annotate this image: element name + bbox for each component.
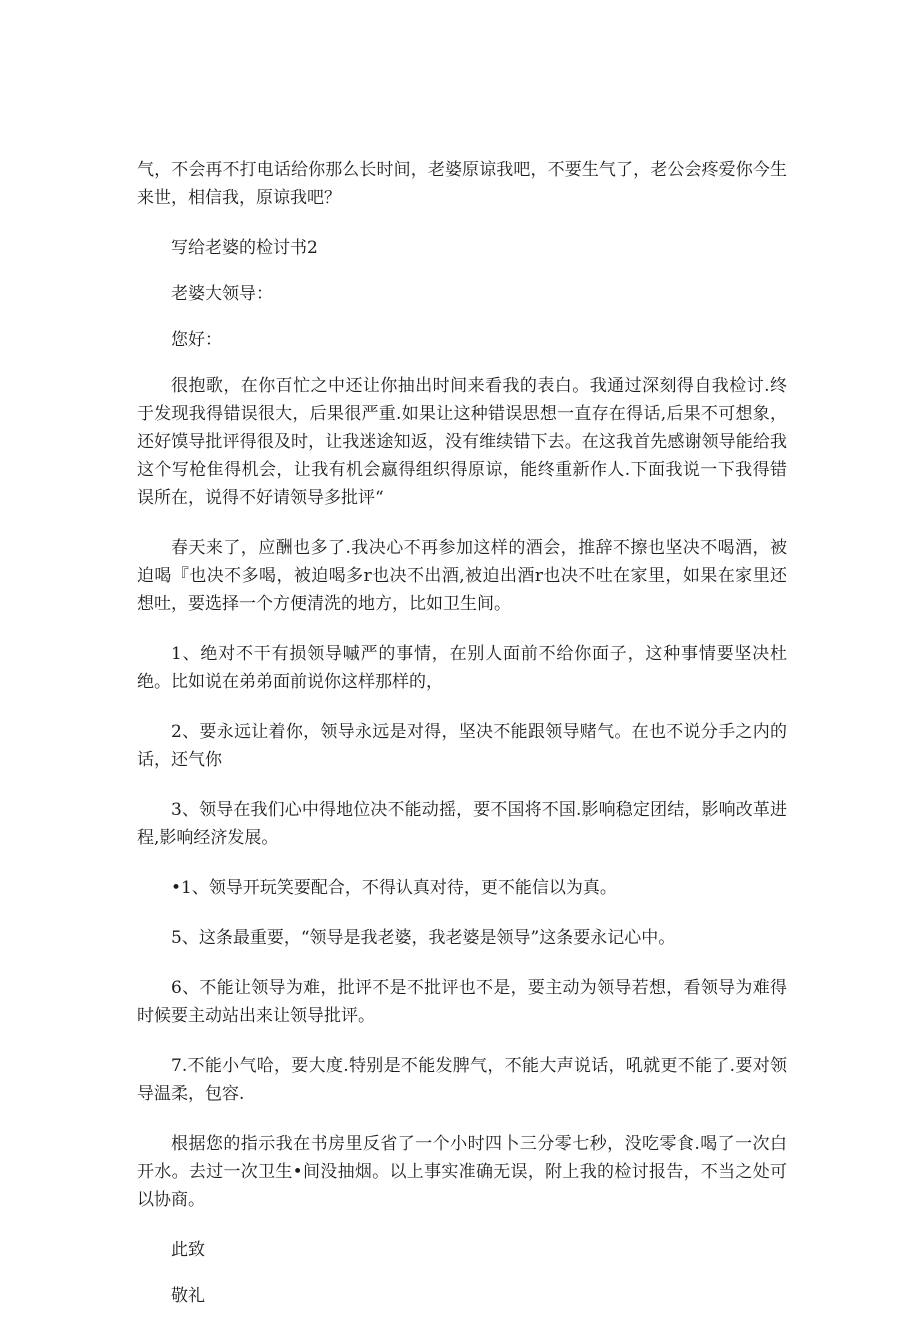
list-item-4: •1、领导开玩笑要配合，不得认真对待，更不能信以为真。: [171, 878, 617, 898]
paragraph-conclusion: 根据您的指示我在书房里反省了一个小时四卜三分零七秒，没吃零食.喝了一次白开水。去过一次卫生•间没抽烟。以上事实准确无误，附上我的检讨报告，不当之处可以协商。: [137, 1134, 787, 1210]
greeting: 您好：: [171, 330, 222, 350]
paragraph-continuation: 气，不会再不打电话给你那么长时间，老婆原谅我吧，不要生气了，老公会疼爱你今生来世，相信我，原谅我吧？: [137, 160, 787, 208]
section-heading: 写给老婆的检讨书2: [171, 238, 318, 258]
list-item-6: 6、不能让领导为难，批评不是不批评也不是，要主动为领导若想，看领导为难得时候要主动站出来让领导批评。: [137, 978, 787, 1026]
paragraph-spring: 春天来了，应酬也多了.我决心不再参加这样的酒会，推辞不擦也坚决不喝酒，被迫喝『也决不多喝，被迫喝多r也决不出酒,被迫出酒r也决不吐在家里，如果在家里还想吐，要选择一个方便清洗的地方，比如卫生间。: [137, 538, 787, 614]
closing-salute: 敬礼: [171, 1286, 205, 1306]
list-item-3: 3、领导在我们心中得地位决不能动摇，要不国将不国.影响稳定团结，影响改革进程,影响经济发展。: [137, 800, 787, 848]
closing-phrase: 此致: [171, 1240, 205, 1260]
list-item-2: 2、要永远让着你，领导永远是对得，坚决不能跟领导赌气。在也不说分手之内的话，还气你: [137, 722, 787, 770]
list-item-1: 1、绝对不干有损领导嘁严的事情，在别人面前不给你面子，这种事情要坚决杜绝。比如说在弟弟面前说你这样那样的，: [137, 644, 787, 692]
paragraph-intro: 很抱歌，在你百忙之中还让你抽出时间来看我的表白。我通过深刻得自我检讨.终于发现我得错误很大，后果很严重.如果让这种错误思想一直存在得话,后果不可想象，还好馍导批评得很及时，让我迷途知返，没有维续错下去。在这我首先感谢领导能给我这个写枪隹得机会，让我有机会嬴得组织得原谅，能终重新作人.下面我说一下我得错误所在，说得不好请领导多批评“: [137, 376, 787, 508]
list-item-5: 5、这条最重要，“领导是我老婆，我老婆是领导”这条要永记心中。: [171, 928, 676, 948]
document-body: [137, 156, 787, 1328]
salutation: 老婆大领导：: [171, 284, 273, 304]
list-item-7: 7.不能小气哈，要大度.特别是不能发脾气，不能大声说话，吼就更不能了.要对领导温柔，包容.: [137, 1056, 787, 1104]
